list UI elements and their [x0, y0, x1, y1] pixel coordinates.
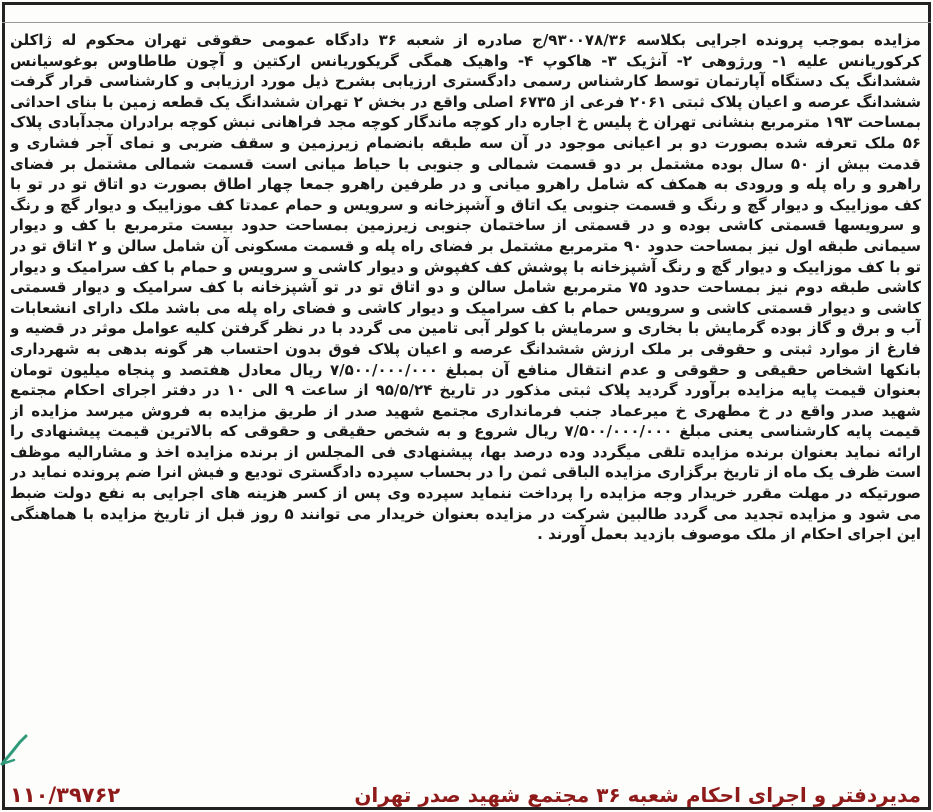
pen-mark-icon [0, 734, 28, 768]
issuing-office: مدیردفتر و اجرای احکام شعبه ۳۶ مجتمع شهید صدر تهران [354, 783, 921, 807]
reference-number: ۱۱۰/۳۹۷۶۲ [10, 783, 121, 807]
notice-footer [10, 780, 921, 810]
top-divider [2, 22, 931, 23]
auction-notice-text: مزایده بموجب پرونده اجرایی بکلاسه ۹۳۰۰۷۸/۳۶/ج صادره از شعبه ۳۶ دادگاه عمومی حقوقی تهران محکوم له ژاکلن کرکوریانس علیه ۱- ورژوهی ۲- آنژیک ۳- هاکوپ ۴- واهیک همگی گریکوریانس ارکتین و آچون طاطاوس بوغوسیانس ششدانگ یک دستگاه آپارتمان توسط کارشناس رسمی دادگستری ارزیابی بشرح ذیل مورد ارزیابی و کارشناسی قرار گرفت ششدانگ عرصه و اعیان پلاک ثبتی ۲۰۶۱ فرعی از ۶۷۳۵ اصلی واقع در بخش ۲ تهران ششدانگ یک قطعه زمین با بنای احداثی بمساحت ۱۹۳ مترمربع بنشانی تهران خ پلیس خ اجاره دار کوچه ماندگار کوچه مجد فراهانی نبش کوچه برادران مجدآبادی پلاک ۵۶ ملک تعرفه شده بصورت دو بر اعیانی موجود در آن سه طبقه بانضمام زیرزمین و سقف ضربی و نمای آجر فشاری و قدمت بیش از ۵۰ سال بوده مشتمل بر دو قسمت شمالی و جنوبی با حیاط میانی است قسمت شمالی مشتمل بر فضای راهرو و راه پله و ورودی به همکف که شامل راهرو میانی و در طرفین راهرو جمعا چهار اطاق بصورت دو اتاق تو در تو با کف موزاییک و دیوار گچ و رنگ و قسمت جنوبی یک اتاق و آشپزخانه و سرویس و حمام عمدتا کف موزاییک و دیوار گچ و رنگ و سرویسها قسمتی کاشی بوده و در قسمتی از ساختمان جنوبی زیرزمین بمساحت حدود بیست مترمربع با کف و دیوار سیمانی طبقه اول نیز بمساحت حدود ۹۰ مترمربع مشتمل بر فضای راه پله و قسمت مسکونی آن شامل سالن و ۲ اتاق تو در تو با کف موزاییک و دیوار گچ و رنگ آشپزخانه با پوشش کف کفپوش و دیوار کاشی و سرویس و حمام با کف سرامیک و دیوار کاشی طبقه دوم نیز بمساحت حدود ۷۵ مترمربع شامل سالن و دو اتاق تو در تو آشپزخانه با کف سرامیک و دیوار قسمتی کاشی و دیوار قسمتی کاشی و سرویس حمام با کف سرامیک و دیوار کاشی و فضای راه پله می باشد ملک دارای انشعابات آب و برق و گاز بوده گرمایش با بخاری و سرمایش با کولر آبی تامین می گردد با در نظر گرفتن کلیه عوامل موثر در قضیه و فارغ از موارد ثبتی و حقوقی بر ملک ارزش ششدانگ عرصه و اعیان پلاک فوق بدون احتساب هر گونه بدهی به شهرداری بانکها اشخاص حقیقی و حقوقی و عدم انتقال منافع آن بمبلغ ۷/۵۰۰/۰۰۰/۰۰۰ ریال معادل هفتصد و پنجاه میلیون تومان بعنوان قیمت پایه مزایده برآورد گردید پلاک ثبتی مذکور در تاریخ ۹۵/۵/۲۴ از ساعت ۹ الی ۱۰ در دفتر اجرای احکام مجتمع شهید صدر واقع در خ مطهری خ میرعماد جنب فرمانداری مجتمع شهید صدر از طریق مزایده به فروش میرسد مزایده از قیمت پایه کارشناسی یعنی مبلغ ۷/۵۰۰/۰۰۰/۰۰۰ ریال شروع و به شخص حقیقی و حقوقی که بالاترین قیمت پیشنهادی را ارائه نماید بعنوان برنده مزایده تلقی میگردد وده درصد بها، پیشنهادی فی المجلس از برنده مزایده اخذ و مشارالیه موظف است ظرف یک ماه از تاریخ برگزاری مزایده الباقی ثمن را در بحساب سپرده دادگستری تودیع و فیش انرا ضم پرونده نماید در صورتیکه در مهلت مقرر خریدار وجه مزایده را پرداخت ننماید سپرده وی پس از کسر هزینه های اجرایی به نفع دولت ضبط می شود و مزایده تجدید می گردد طالبین شرکت در مزایده بعنوان خریدار می توانند ۵ روز قبل از تاریخ مزایده با هماهنگی این اجرای احکام از ملک موصوف بازدید بعمل آورند . [10, 31, 921, 544]
